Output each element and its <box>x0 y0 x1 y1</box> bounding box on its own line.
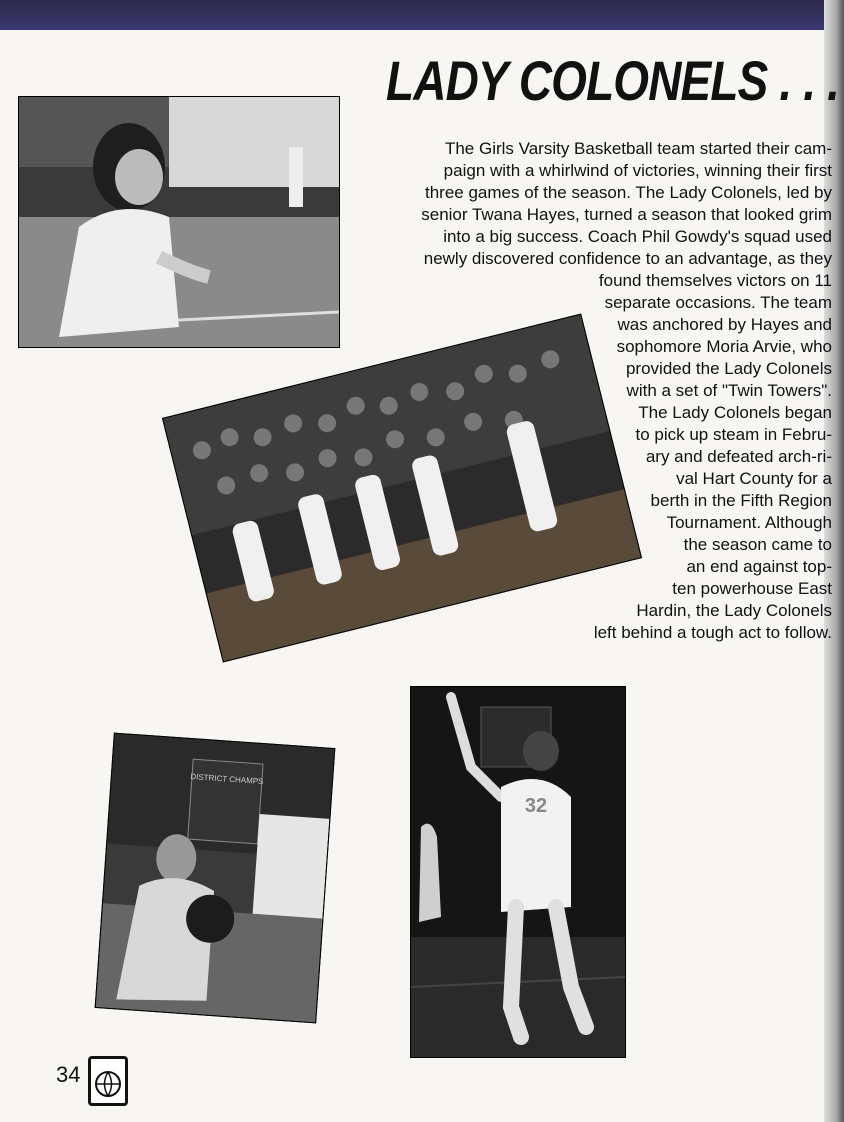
article-line: to pick up steam in Febru- <box>635 425 832 444</box>
page-title: LADY COLONELS . . . <box>386 49 840 112</box>
photo-player-shooting <box>95 733 336 1024</box>
article-line: with a set of "Twin Towers". <box>626 381 832 400</box>
article-line: was anchored by Hayes and <box>617 315 832 334</box>
article-line: the season came to <box>683 535 832 554</box>
article-line: left behind a tough act to follow. <box>593 623 832 642</box>
page-number: 34 <box>56 1062 81 1087</box>
article-line: into a big success. Coach Phil Gowdy's squad used <box>443 227 832 246</box>
article-line: The Girls Varsity Basketball team started their cam- <box>444 139 832 158</box>
article-line: senior Twana Hayes, turned a season that looked grim <box>421 205 832 224</box>
article-line: The Lady Colonels began <box>638 403 832 422</box>
article-line: Hardin, the Lady Colonels <box>636 601 832 620</box>
article-line: Tournament. Although <box>666 513 832 532</box>
article-line: ary and defeated arch-ri- <box>645 447 832 466</box>
article-line: sophomore Moria Arvie, who <box>616 337 832 356</box>
article-line: found themselves victors on 11 <box>598 271 832 290</box>
article-text <box>340 138 832 658</box>
jersey-number: 32 <box>524 795 548 817</box>
basketball-logo-icon <box>88 1056 128 1106</box>
article-line: berth in the Fifth Region <box>650 491 832 510</box>
photo-player-dribbling <box>18 96 340 348</box>
article-line: provided the Lady Colonels <box>625 359 832 378</box>
article-line: an end against top- <box>686 557 832 576</box>
article-line: ten powerhouse East <box>672 579 832 598</box>
district-champs-banner: DISTRICT CHAMPS <box>190 772 264 787</box>
article-line: val Hart County for a <box>676 469 832 488</box>
article-line: three games of the season. The Lady Colonels, led by <box>425 183 832 202</box>
article-line: newly discovered confidence to an advantage, as they <box>423 249 832 268</box>
article-line: paign with a whirlwind of victories, winning their first <box>443 161 832 180</box>
article-line: separate occasions. The team <box>604 293 832 312</box>
photo-player-jumping <box>410 686 626 1058</box>
